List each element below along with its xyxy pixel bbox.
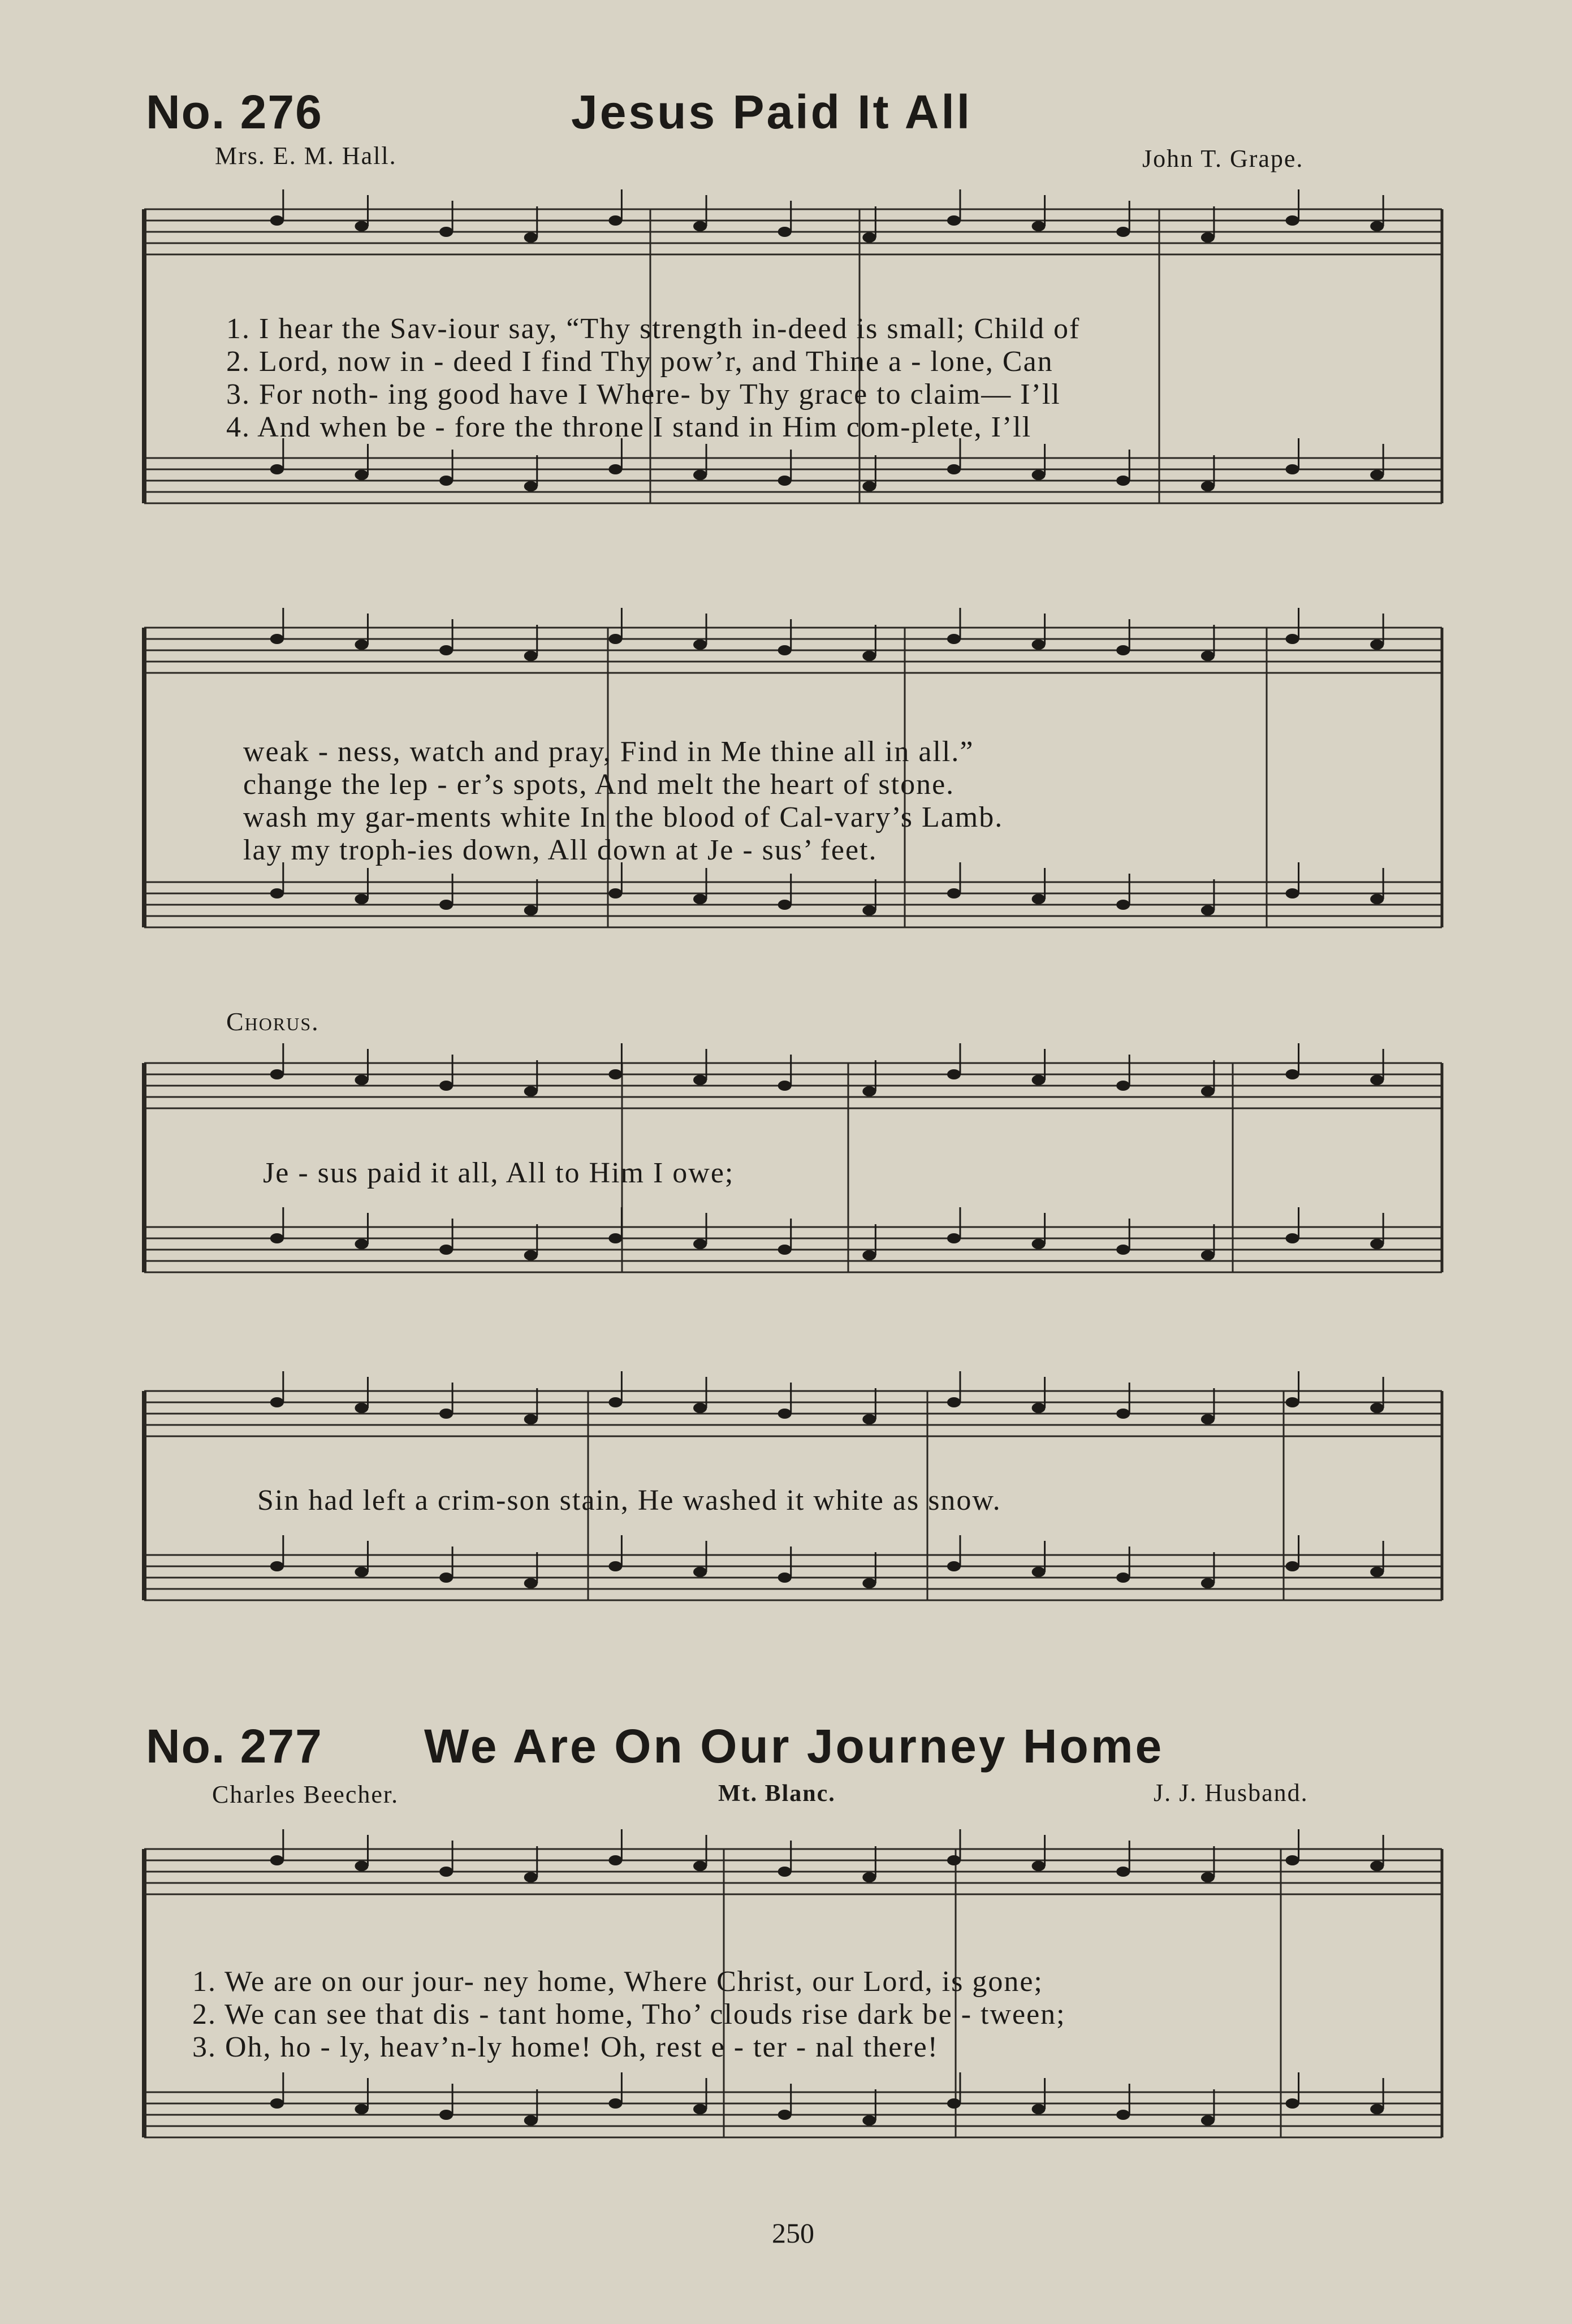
lyric-line: 3. Oh, ho - ly, heav’n-ly home! Oh, rest e - ter - nal there!	[192, 2031, 939, 2063]
lyric-line: wash my gar-ments white In the blood of Cal-vary’s Lamb.	[243, 801, 1004, 833]
music-credit: John T. Grape.	[1142, 145, 1304, 172]
chorus-lyric: Sin had left a crim-son stain, He washed it white as snow.	[257, 1484, 1001, 1517]
lyric-line: weak - ness, watch and pray, Find in Me thine all in all.”	[243, 736, 974, 768]
tune-name: Mt. Blanc.	[718, 1781, 836, 1807]
hymn-number: No. 277	[146, 1720, 323, 1773]
lyric-line: 2. Lord, now in - deed I find Thy pow’r, and Thine a - lone, Can	[226, 345, 1053, 378]
lyric-line: 2. We can see that dis - tant home, Tho’ clouds rise dark be - tween;	[192, 1998, 1066, 2031]
hymn-title: Jesus Paid It All	[571, 85, 973, 139]
lyric-line: 1. I hear the Sav-iour say, “Thy strength in-deed is small; Child of	[226, 313, 1081, 345]
words-credit: Charles Beecher.	[212, 1781, 399, 1808]
hymn-number: No. 276	[146, 85, 323, 139]
hymn-title: We Are On Our Journey Home	[424, 1720, 1164, 1773]
page-number: 250	[772, 2217, 814, 2249]
lyric-line: 1. We are on our jour- ney home, Where Christ, our Lord, is gone;	[192, 1966, 1043, 1998]
chorus-label: Chorus.	[226, 1007, 319, 1036]
chorus-lyric: Je - sus paid it all, All to Him I owe;	[263, 1157, 735, 1189]
lyric-line: 4. And when be - fore the throne I stand in Him com-plete, I’ll	[226, 411, 1032, 443]
lyric-line: change the lep - er’s spots, And melt the heart of stone.	[243, 768, 955, 801]
words-credit: Mrs. E. M. Hall.	[215, 142, 397, 170]
lyric-line: 3. For noth- ing good have I Where- by Thy grace to claim— I’ll	[226, 378, 1061, 411]
music-credit: J. J. Husband.	[1154, 1779, 1308, 1807]
lyric-line: lay my troph-ies down, All down at Je - sus’ feet.	[243, 834, 878, 866]
